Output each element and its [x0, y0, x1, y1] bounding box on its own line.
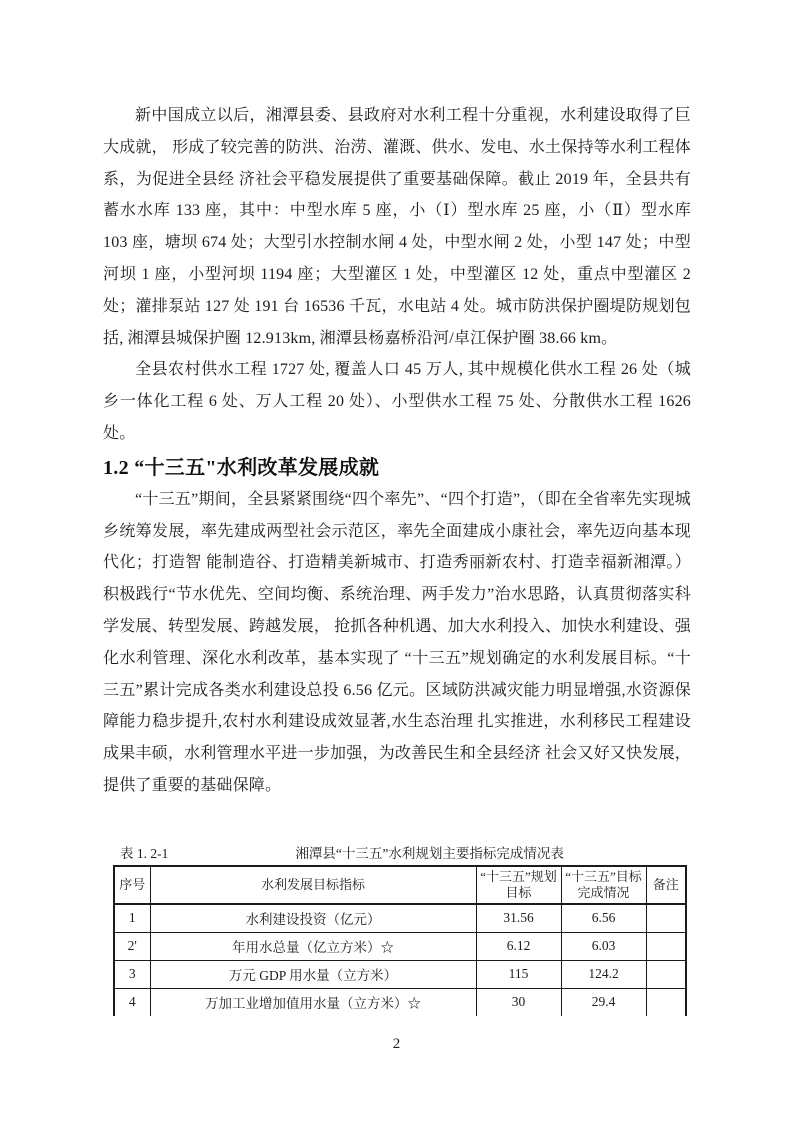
page-number: 2 — [392, 1036, 401, 1052]
cell-indicator: 年用水总量（亿立方米）☆ — [150, 932, 476, 960]
cell-remark — [646, 960, 686, 988]
cell-plan-target: 31.56 — [476, 904, 561, 932]
paragraph-13th-five-year-achievements: “十三五”期间，全县紧紧围绕“四个率先”、“四个打造”，（即在全省率先实现城乡统筹发展，率先建成两型社会示范区，率先全面建成小康社会，率先迈向基本现代化；打造智 能制造谷、打造精美新城市、打造秀丽新农村、打造幸福新湘潭。）积极践行“节水优先、空间均衡、系统治理、两手发力”治水思路，认真贯彻落实科学发展、转型发展、跨越发展， 抢抓各种机遇、加大水利投入、加快水利建设、强化水利管理、深化水利改革，基本实现了 “十三五”规划确定的水利发展目标。“十三五”累计完成各类水利建设总投 6.56 亿元。区域防洪减灾能力明显增强,水资源保障能力稳步提升,农村水利建设成效显著,水生态治理 扎实推进，水利移民工程建设成果丰硕，水利管理水平进一步加强，为改善民生和全县经济 社会又好又快发展，提供了重要的基础保障。 — [103, 490, 691, 794]
cell-plan-target: 30 — [476, 988, 561, 1016]
cell-completion: 29.4 — [561, 988, 646, 1016]
column-header-plan-target: “十三五”规划目标 — [476, 866, 561, 904]
column-header-indicator: 水利发展目标指标 — [150, 866, 476, 904]
paragraph-overview: 新中国成立以后，湘潭县委、县政府对水利工程十分重视，水利建设取得了巨大成就， 形成了较完善的防洪、治涝、灌溉、供水、发电、水土保持等水利工程体系，为促进全县经 济社会平稳发展提供了重要基础保障。截止 2019 年，全县共有蓄水水库 133 座，其中：中型水库 5 座，小（Ⅰ）型水库 25 座，小（Ⅱ）型水库 103 座，塘坝 674 处；大型引水控制水闸 4 处，中型水闸 2 处，小型 147 处；中型河坝 1 座，小型河坝 1194 座；大型灌区 1 处，中型灌区 12 处，重点中型灌区 2 处；灌排泵站 127 处 191 台 16536 千瓦，水电站 4 处。城市防洪保护圈堤防规划包括, 湘潭县城保护圈 12.913km, 湘潭县杨嘉桥沿河/卓江保护圈 38.66 km。 — [103, 107, 691, 347]
cell-indicator: 水利建设投资（亿元） — [150, 904, 476, 932]
table-caption-title: 湘潭县“十三五”水利规划主要指标完成情况表 — [295, 846, 564, 861]
cell-completion: 124.2 — [561, 960, 646, 988]
cell-completion: 6.03 — [561, 932, 646, 960]
cell-indicator: 万元 GDP 用水量（立方米） — [150, 960, 476, 988]
column-header-completion: “十三五”目标完成情况 — [561, 866, 646, 904]
column-header-serial-no: 序号 — [114, 866, 150, 904]
column-header-remark: 备注 — [646, 866, 686, 904]
paragraph-rural-water-supply: 全县农村供水工程 1727 处, 覆盖人口 45 万人, 其中规模化供水工程 26 处（城乡一体化工程 6 处、万人工程 20 处）、小型供水工程 75 处、分散供水工程 1626 处。 — [103, 361, 691, 442]
table-row — [114, 904, 686, 932]
table-header-row — [114, 866, 686, 904]
cell-remark — [646, 932, 686, 960]
cell-remark — [646, 988, 686, 1016]
cell-serial-no: 4 — [114, 988, 150, 1016]
cell-serial-no: 1 — [114, 904, 150, 932]
cell-indicator: 万加工业增加值用水量（立方米）☆ — [150, 988, 476, 1016]
section-heading-1-2: 1.2 “十三五"水利改革发展成就 — [103, 456, 380, 479]
indicator-completion-table — [113, 865, 687, 1016]
table-row — [114, 932, 686, 960]
table-caption — [103, 842, 691, 862]
table-row — [114, 988, 686, 1016]
table-row — [114, 960, 686, 988]
cell-completion: 6.56 — [561, 904, 646, 932]
cell-plan-target: 115 — [476, 960, 561, 988]
table-caption-label: 表 1. 2-1 — [120, 846, 169, 861]
cell-remark — [646, 904, 686, 932]
document-body — [103, 100, 691, 840]
cell-serial-no: 3 — [114, 960, 150, 988]
cell-plan-target: 6.12 — [476, 932, 561, 960]
cell-serial-no: 2' — [114, 932, 150, 960]
